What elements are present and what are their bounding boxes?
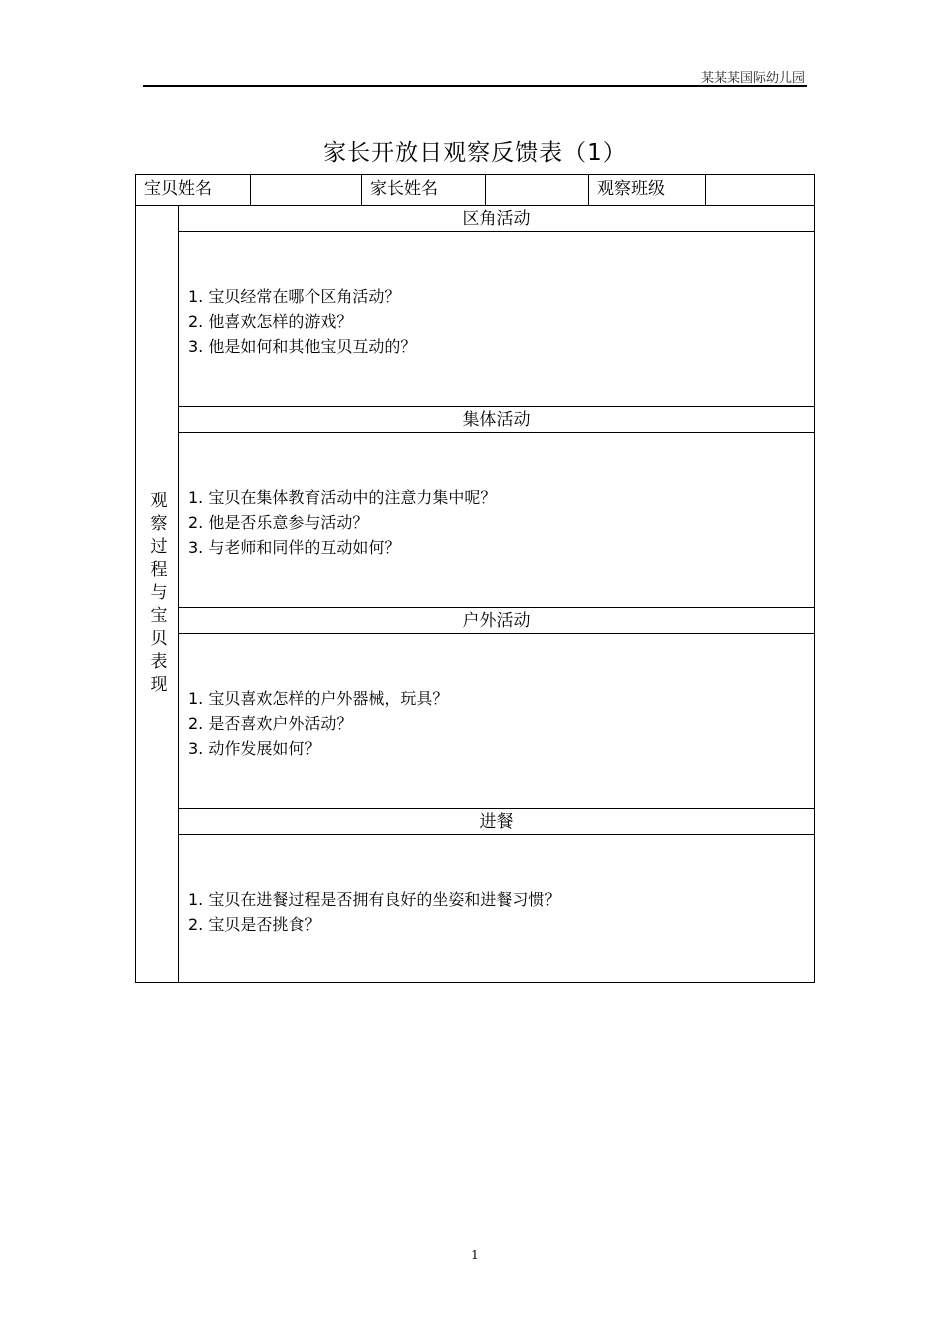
info-row bbox=[136, 175, 814, 206]
child-name-field[interactable] bbox=[251, 175, 362, 205]
question-list bbox=[188, 686, 448, 761]
section-body-group-activity[interactable] bbox=[179, 433, 814, 608]
question-item: 1. 宝贝喜欢怎样的户外器械，玩具？ bbox=[188, 689, 449, 708]
question-item: 3. 他是如何和其他宝贝互动的？ bbox=[188, 337, 417, 356]
question-item: 1. 宝贝经常在哪个区角活动？ bbox=[188, 287, 401, 306]
section-title-group-activity: 集体活动 bbox=[179, 407, 814, 433]
question-list bbox=[188, 887, 560, 937]
question-item: 3. 与老师和同伴的互动如何？ bbox=[188, 538, 401, 557]
side-label-text: 观察过程与宝贝表现 bbox=[146, 490, 167, 698]
observation-side-label bbox=[136, 206, 179, 982]
question-item: 1. 宝贝在集体教育活动中的注意力集中呢？ bbox=[188, 488, 497, 507]
header-divider bbox=[143, 85, 807, 87]
class-label: 观察班级 bbox=[589, 175, 706, 205]
question-item: 1. 宝贝在进餐过程是否拥有良好的坐姿和进餐习惯？ bbox=[188, 890, 561, 909]
child-name-label: 宝贝姓名 bbox=[136, 175, 251, 205]
section-body-corner-activity[interactable] bbox=[179, 232, 814, 407]
page-number: 1 bbox=[471, 1248, 479, 1262]
class-field[interactable] bbox=[706, 175, 814, 205]
section-title-meal: 进餐 bbox=[179, 809, 814, 835]
section-title-outdoor-activity: 户外活动 bbox=[179, 608, 814, 634]
feedback-form-table bbox=[135, 174, 815, 983]
form-title: 家长开放日观察反馈表（1） bbox=[323, 140, 627, 166]
question-item: 2. 他是否乐意参与活动？ bbox=[188, 513, 369, 532]
section-body-outdoor-activity[interactable] bbox=[179, 634, 814, 809]
question-item: 3. 动作发展如何？ bbox=[188, 739, 321, 758]
question-item: 2. 是否喜欢户外活动？ bbox=[188, 714, 353, 733]
section-body-meal[interactable] bbox=[179, 835, 814, 982]
question-list bbox=[188, 485, 496, 560]
question-list bbox=[188, 284, 416, 359]
kindergarten-name: 某某某国际幼儿园 bbox=[700, 71, 805, 86]
parent-name-label: 家长姓名 bbox=[362, 175, 486, 205]
question-item: 2. 宝贝是否挑食？ bbox=[188, 915, 321, 934]
section-title-corner-activity: 区角活动 bbox=[179, 206, 814, 232]
parent-name-field[interactable] bbox=[486, 175, 589, 205]
question-item: 2. 他喜欢怎样的游戏？ bbox=[188, 312, 353, 331]
